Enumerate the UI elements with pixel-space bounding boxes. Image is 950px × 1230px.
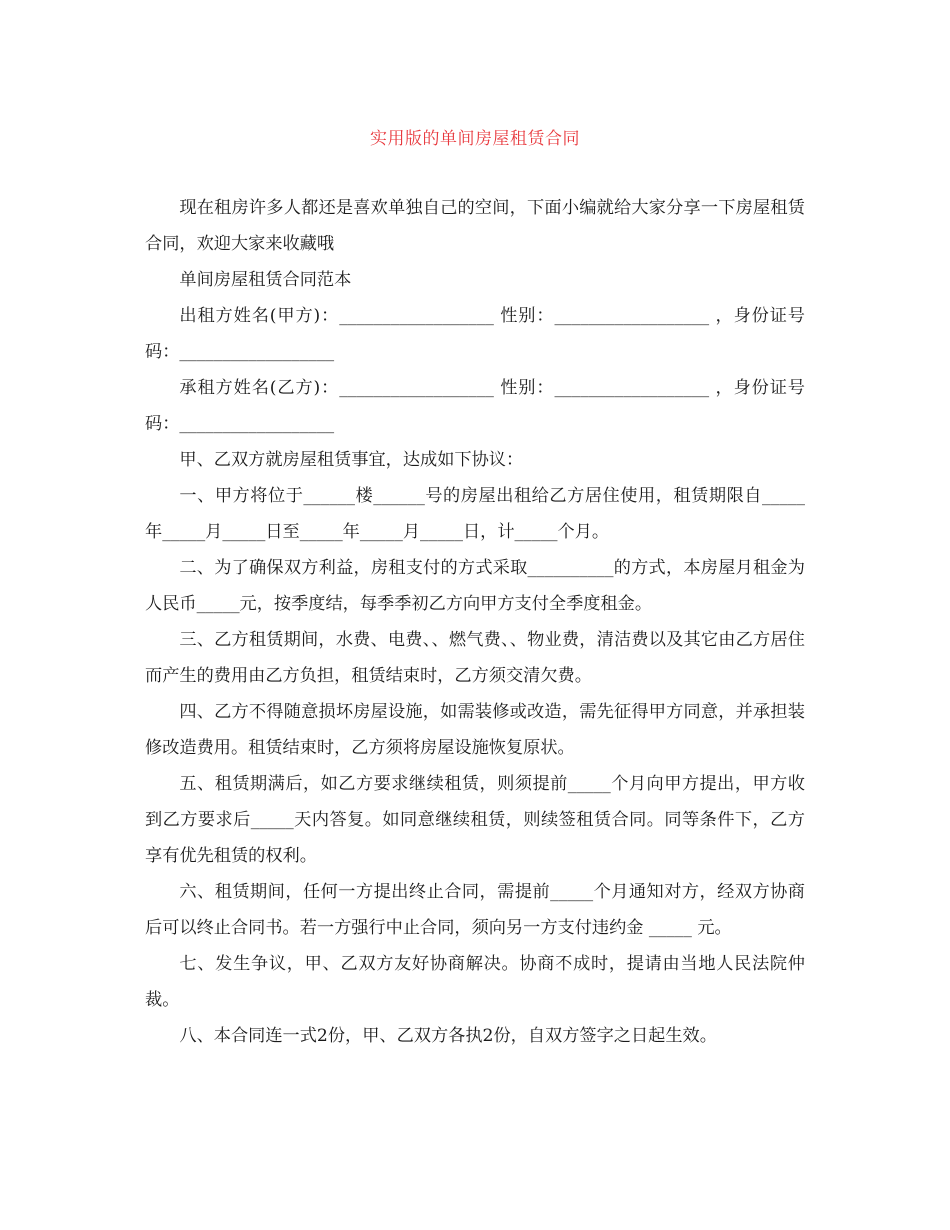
document-body: [145, 190, 805, 1054]
paragraph-template-title: 单间房屋租赁合同范本: [179, 270, 352, 290]
paragraph-lessor-info: 出租方姓名(甲方)：__________________ 性别：__________________ ，身份证号码：__________________: [145, 306, 805, 362]
paragraph-clause-1: 一、甲方将位于______楼______号的房屋出租给乙方居住使用，租赁期限自_____年_____月_____日至_____年_____月_____日，计_____个月。: [145, 486, 805, 542]
paragraph-clause-3: 三、乙方租赁期间，水费、电费、、燃气费、、物业费，清洁费以及其它由乙方居住而产生的费用由乙方负担，租赁结束时，乙方须交清欠费。: [145, 630, 805, 686]
paragraph-clause-5: 五、租赁期满后，如乙方要求继续租赁，则须提前_____个月向甲方提出，甲方收到乙方要求后_____天内答复。如同意继续租赁，则续签租赁合同。同等条件下，乙方享有优先租赁的权利。: [145, 774, 805, 866]
paragraph-clause-8: 八、本合同连一式2份，甲、乙双方各执2份，自双方签字之日起生效。: [179, 1026, 717, 1046]
paragraph-agreement-intro: 甲、乙双方就房屋租赁事宜，达成如下协议：: [179, 450, 524, 470]
document-title: 实用版的单间房屋租赁合同: [370, 129, 580, 149]
paragraph-lessee-info: 承租方姓名(乙方)：__________________ 性别：__________________ ，身份证号码：__________________: [145, 378, 805, 434]
paragraph-clause-4: 四、乙方不得随意损坏房屋设施，如需装修或改造，需先征得甲方同意，并承担装修改造费用。租赁结束时，乙方须将房屋设施恢复原状。: [145, 702, 805, 758]
paragraph-clause-2: 二、为了确保双方利益，房租支付的方式采取__________的方式，本房屋月租金为人民币_____元，按季度结，每季季初乙方向甲方支付全季度租金。: [145, 558, 805, 614]
paragraph-intro: 现在租房许多人都还是喜欢单独自己的空间，下面小编就给大家分享一下房屋租赁合同，欢迎大家来收藏哦: [145, 198, 805, 254]
paragraph-clause-7: 七、发生争议，甲、乙双方友好协商解决。协商不成时，提请由当地人民法院仲裁。: [145, 954, 805, 1010]
paragraph-clause-6: 六、租赁期间，任何一方提出终止合同，需提前_____个月通知对方，经双方协商后可以终止合同书。若一方强行中止合同，须向另一方支付违约金 _____ 元。: [145, 882, 805, 938]
